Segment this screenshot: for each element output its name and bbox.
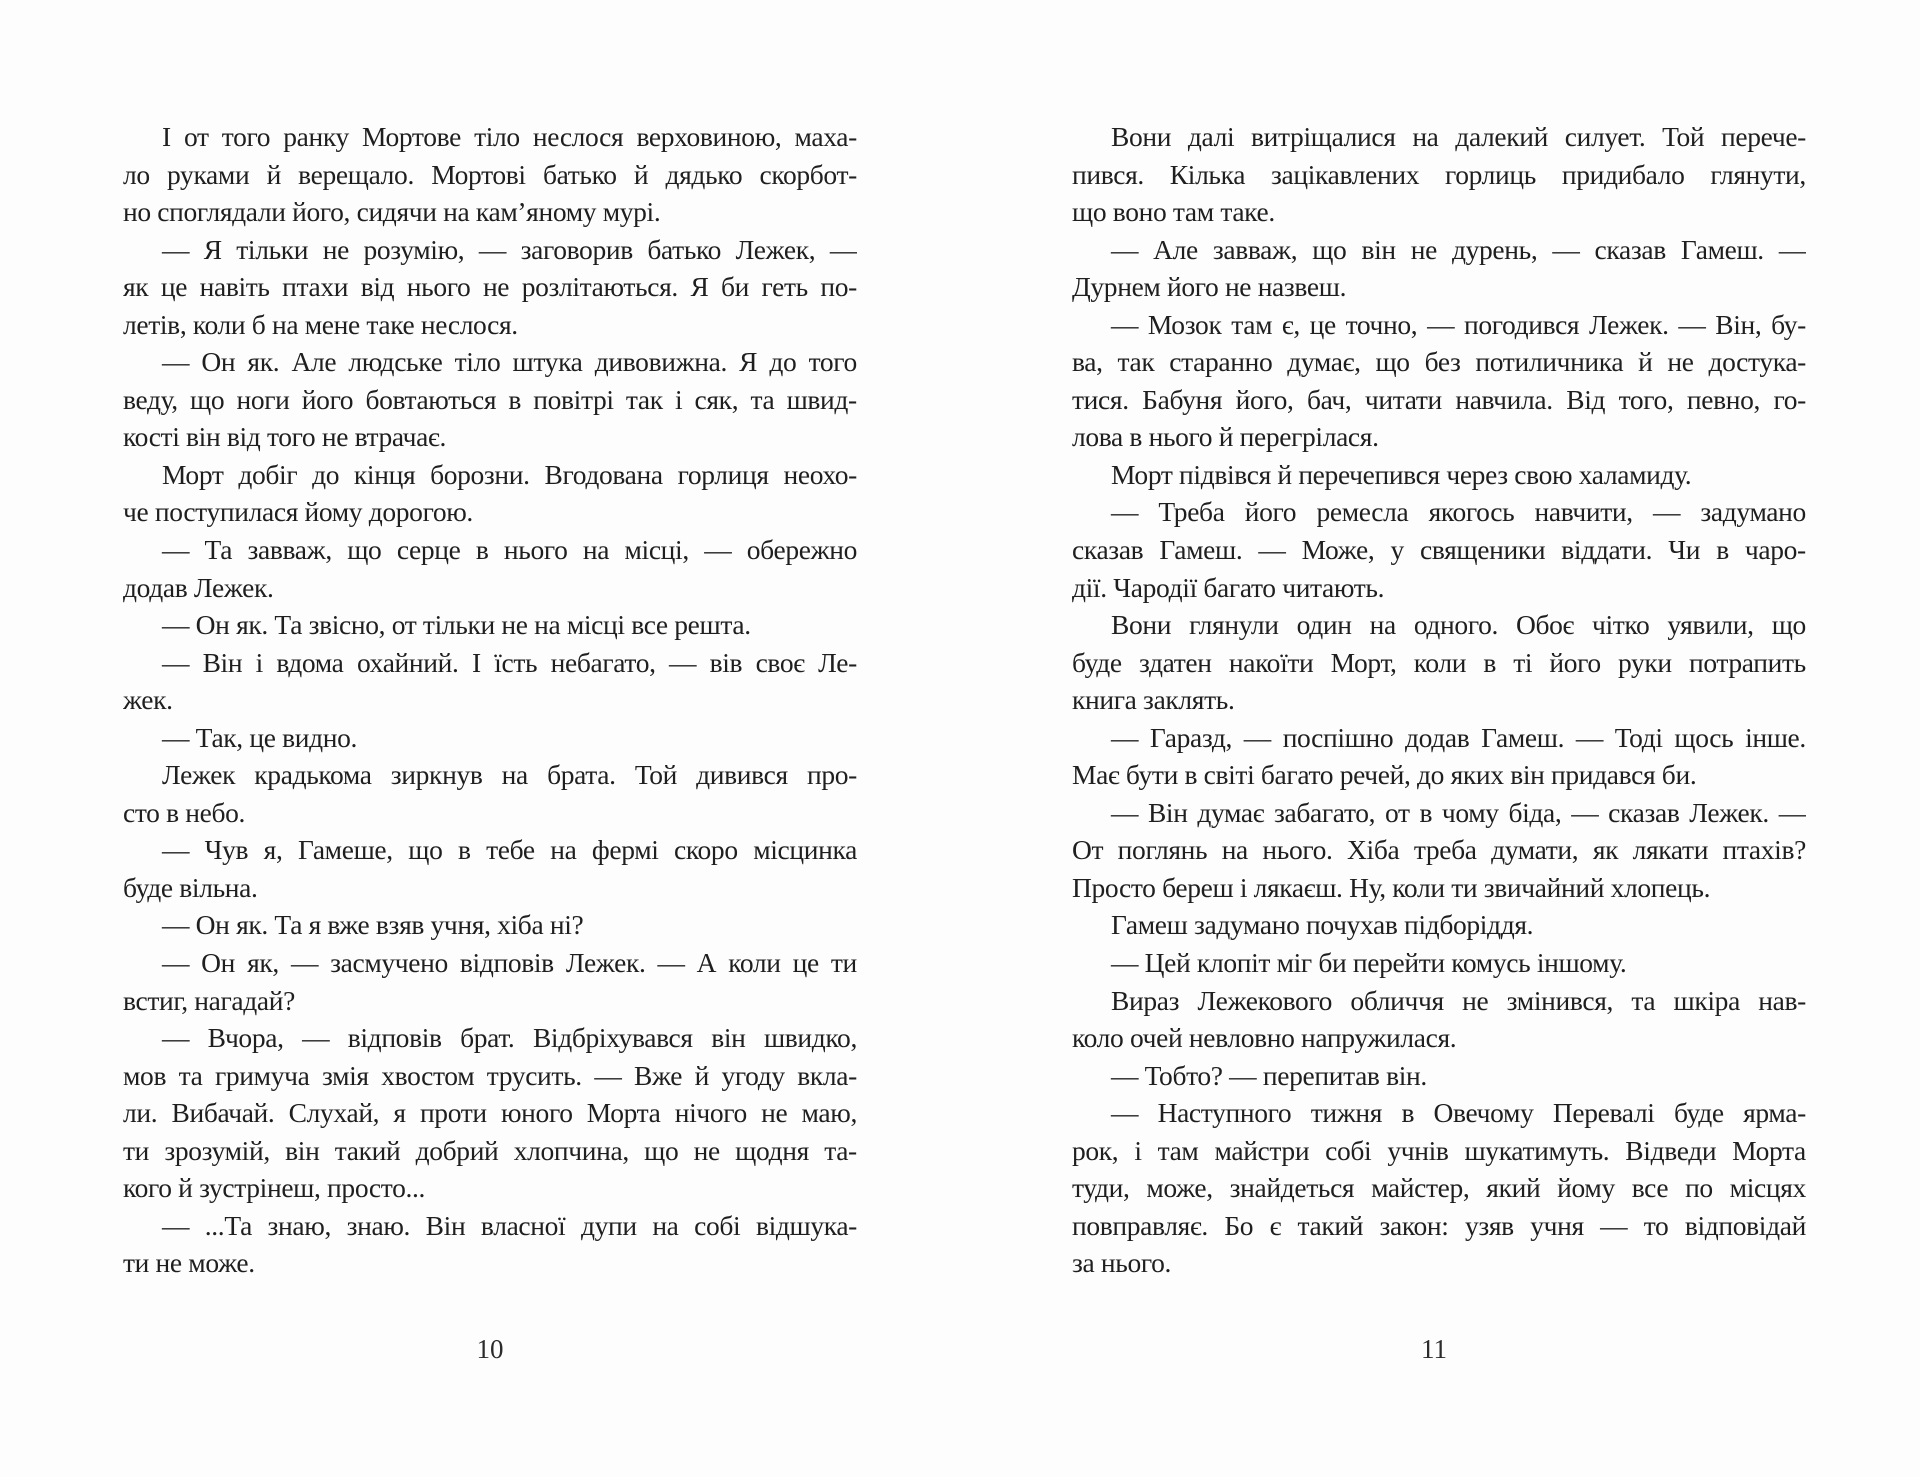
text-line: коло очей невловно напружилася. xyxy=(1072,1022,1457,1054)
text-line: лова в нього й перегрілася. xyxy=(1072,421,1379,453)
text-line: повправляє. Бо є такий закон: узяв учня — то відповідай xyxy=(1072,1209,1806,1241)
text-line: — Так, це видно. xyxy=(162,721,358,753)
text-line: сказав Гамеш. — Може, у священики віддати. Чи в чаро- xyxy=(1072,534,1806,566)
text-line: — Чув я, Гамеше, що в тебе на фермі скоро місцинка xyxy=(162,834,857,866)
text-line: ти зрозумій, він такий добрий хлопчина, що не щодня та- xyxy=(123,1134,857,1166)
text-line: тися. Бабуня його, бач, читати навчила. Від того, певно, го- xyxy=(1072,383,1806,415)
text-line: додав Лежек. xyxy=(123,571,274,603)
text-line: ли. Вибачай. Слухай, я проти юного Морта нічого не маю, xyxy=(123,1097,857,1129)
text-line: — Он як. Та я вже взяв учня, хіба ні? xyxy=(162,909,584,941)
text-line: ло руками й верещало. Мортові батько й дядько скорбот- xyxy=(123,158,857,190)
text-line: книга заклять. xyxy=(1072,684,1235,716)
page-right-number: 11 xyxy=(1421,1334,1447,1364)
text-line: Морт підвівся й перечепився через свою халамиду. xyxy=(1111,458,1692,490)
text-line: — Наступного тижня в Овечому Перевалі буде ярма- xyxy=(1111,1097,1806,1129)
text-line: Гамеш задумано почухав підборіддя. xyxy=(1111,909,1534,941)
text-line: — Цей клопіт міг би перейти комусь іншому. xyxy=(1111,947,1627,979)
text-line: ти не може. xyxy=(123,1247,255,1279)
text-line: — Та завваж, що серце в нього на місці, — обережно xyxy=(162,534,857,566)
text-line: Вираз Лежекового обличчя не змінився, та шкіра нав- xyxy=(1111,984,1806,1016)
text-line: як це навіть птахи від нього не розлітаються. Я би геть по- xyxy=(123,271,857,303)
text-line: — Он як. Але людське тіло штука дивовижна. Я до того xyxy=(162,346,857,378)
text-line: — Тобто? — перепитав він. xyxy=(1111,1059,1427,1091)
text-line: Має бути в світі багато речей, до яких він придався би. xyxy=(1072,759,1697,791)
text-line: кого й зустрінеш, просто... xyxy=(123,1172,426,1204)
text-line: Вони глянули один на одного. Обоє чітко уявили, що xyxy=(1111,609,1806,641)
text-line: — ...Та знаю, знаю. Він власної дупи на собі відшука- xyxy=(162,1209,857,1241)
text-line: мов та гримуча змія хвостом трусить. — Вже й угоду вкла- xyxy=(123,1059,857,1091)
text-line: встиг, нагадай? xyxy=(123,984,295,1016)
text-line: веду, що ноги його бовтаються в повітрі так і сяк, та швид- xyxy=(123,383,857,415)
text-line: І от того ранку Мортове тіло неслося верховиною, маха- xyxy=(162,121,857,152)
text-line: — Але завваж, що він не дурень, — сказав Гамеш. — xyxy=(1111,233,1806,265)
text-line: — Він і вдома охайний. І їсть небагато, — вів своє Ле- xyxy=(162,646,857,678)
text-line: — Мозок там є, це точно, — погодився Лежек. — Він, бу- xyxy=(1111,308,1806,340)
text-line: — Он як, — засмучено відповів Лежек. — А коли це ти xyxy=(162,947,857,979)
text-line: туди, може, знайдеться майстер, який йому все по місцях xyxy=(1072,1172,1806,1204)
text-line: жек. xyxy=(123,684,173,716)
text-line: за нього. xyxy=(1072,1247,1172,1279)
page-right-text-column xyxy=(1072,118,1806,1282)
page-left-text-column xyxy=(123,118,857,1282)
text-line: че поступилася йому дорогою. xyxy=(123,496,473,528)
text-line: но споглядали його, сидячи на кам’яному мурі. xyxy=(123,196,661,228)
text-line: — Треба його ремесла якогось навчити, — задумано xyxy=(1111,496,1806,528)
text-line: — Вчора, — відповів брат. Відбріхувався він швидко, xyxy=(162,1022,857,1054)
text-line: ва, так старанно думає, що без потиличника й не достука- xyxy=(1072,346,1806,378)
text-line: буде вільна. xyxy=(123,871,258,903)
text-line: летів, коли б на мене таке неслося. xyxy=(123,308,518,340)
text-line: Лежек крадькома зиркнув на брата. Той дивився про- xyxy=(162,759,857,791)
text-line: Вони далі витріщалися на далекий силует. Той перече- xyxy=(1111,121,1806,152)
text-line: рок, і там майстри собі учнів шукатимуть. Відведи Морта xyxy=(1072,1134,1806,1166)
text-line: Морт добіг до кінця борозни. Вгодована горлиця неохо- xyxy=(162,458,857,490)
text-line: — Гаразд, — поспішно додав Гамеш. — Тоді щось інше. xyxy=(1111,721,1806,753)
text-line: — Он як. Та звісно, от тільки не на місці все решта. xyxy=(162,609,751,641)
text-line: пився. Кілька зацікавлених горлиць придибало глянути, xyxy=(1072,158,1806,190)
text-line: дії. Чародії багато читають. xyxy=(1072,571,1385,603)
page-left-number: 10 xyxy=(476,1334,504,1364)
text-line: От поглянь на нього. Хіба треба думати, як лякати птахів? xyxy=(1072,834,1806,866)
text-line: — Він думає забагато, от в чому біда, — сказав Лежек. — xyxy=(1111,796,1806,828)
text-line: сто в небо. xyxy=(123,796,246,828)
text-line: Просто береш і лякаєш. Ну, коли ти звичайний хлопець. xyxy=(1072,871,1711,903)
text-line: буде здатен накоїти Морт, коли в ті його руки потрапить xyxy=(1072,646,1806,678)
text-line: Дурнем його не назвеш. xyxy=(1072,271,1347,303)
text-line: що воно там таке. xyxy=(1072,196,1275,228)
text-line: — Я тільки не розумію, — заговорив батько Лежек, — xyxy=(162,233,857,265)
text-line: кості він від того не втрачає. xyxy=(123,421,446,453)
